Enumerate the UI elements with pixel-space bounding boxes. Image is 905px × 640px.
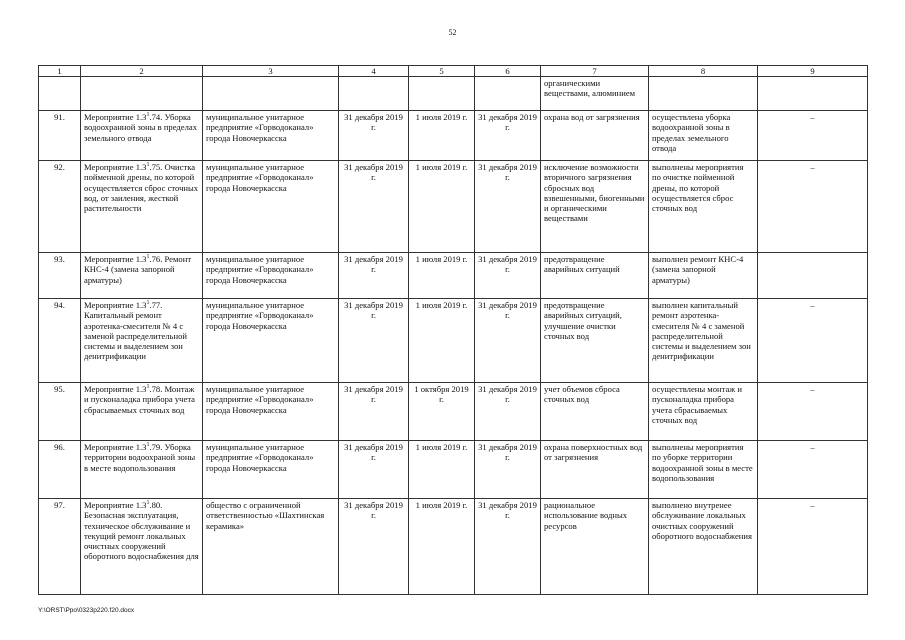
cell-deadline: 31 декабря 2019 г.	[339, 161, 409, 253]
table-row	[39, 299, 868, 383]
cell-note: –	[758, 499, 868, 595]
cell-executor: муниципальное унитарное предприятие «Горводоканал» города Новочеркасска	[203, 299, 339, 383]
cell-note: –	[758, 383, 868, 441]
header-cell: 2	[81, 66, 203, 77]
cell-end-date: 31 декабря 2019 г.	[475, 161, 541, 253]
measure-code: .78.	[149, 384, 163, 395]
header-cell: 8	[649, 66, 758, 77]
table-row	[39, 441, 868, 499]
measure-prefix: Мероприятие 1.3	[84, 162, 147, 173]
cell-deadline: 31 декабря 2019 г.	[339, 111, 409, 161]
cell-empty	[81, 77, 203, 111]
cell-deadline: 31 декабря 2019 г.	[339, 253, 409, 299]
measure-superscript: 1	[146, 254, 150, 261]
cell-note: –	[758, 161, 868, 253]
cell-measure	[81, 499, 203, 595]
measure-superscript: 1	[146, 442, 150, 449]
measure-superscript: 1	[146, 384, 150, 391]
cell-executor: муниципальное унитарное предприятие «Горводоканал» города Новочеркасска	[203, 253, 339, 299]
table-row	[39, 161, 868, 253]
measure-code: .79.	[149, 442, 163, 453]
measure-prefix: Мероприятие 1.3	[84, 254, 147, 265]
header-cell: 9	[758, 66, 868, 77]
cell-executor: муниципальное унитарное предприятие «Горводоканал» города Новочеркасска	[203, 383, 339, 441]
header-cell: 6	[475, 66, 541, 77]
cell-number: 92.	[39, 161, 81, 253]
cell-start-date: 1 октября 2019 г.	[409, 383, 475, 441]
cell-result: охрана вод от загрязнения	[541, 111, 649, 161]
cell-deadline: 31 декабря 2019 г.	[339, 499, 409, 595]
measure-text: Монтаж и пусконаладка прибора учета сбрасываемых сточных вод	[84, 384, 195, 415]
cell-number: 95.	[39, 383, 81, 441]
cell-executor: муниципальное унитарное предприятие «Горводоканал» города Новочеркасска	[203, 161, 339, 253]
cell-empty	[758, 77, 868, 111]
cell-executor: муниципальное унитарное предприятие «Горводоканал» города Новочеркасска	[203, 111, 339, 161]
cell-result: исключение возможности вторичного загрязнения сбросных вод взвешенными, биогенными и органическими веществами	[541, 161, 649, 253]
measure-text: Уборка водоохранной зоны в пределах земельного отвода	[84, 112, 198, 143]
cell-measure	[81, 253, 203, 299]
cell-deadline: 31 декабря 2019 г.	[339, 441, 409, 499]
cell-start-date: 1 июля 2019 г.	[409, 161, 475, 253]
measure-superscript: 1	[146, 112, 150, 119]
cell-end-date: 31 декабря 2019 г.	[475, 499, 541, 595]
cell-number: 97.	[39, 499, 81, 595]
cell-status: осуществлены монтаж и пусконаладка прибора учета сбрасываемых сточных вод	[649, 383, 758, 441]
cell-status: выполнен ремонт КНС-4 (замена запорной арматуры)	[649, 253, 758, 299]
header-cell: 7	[541, 66, 649, 77]
measure-text: Ремонт КНС-4 (замена запорной арматуры)	[84, 254, 192, 285]
header-row	[39, 66, 868, 77]
cell-result: охрана поверхностных вод от загрязнения	[541, 441, 649, 499]
measure-text: Уборка территории водоохраной зоны в месте водопользования	[84, 442, 196, 473]
cell-status: выполнены мероприятия по очистке пойменной дрены, по которой осуществляется сброс сточных вод	[649, 161, 758, 253]
measure-code: .77.	[149, 300, 163, 311]
measure-code: .74.	[149, 112, 163, 123]
continuation-row	[39, 77, 868, 111]
cell-empty	[409, 77, 475, 111]
cell-deadline: 31 декабря 2019 г.	[339, 299, 409, 383]
cell-empty	[649, 77, 758, 111]
header-cell: 5	[409, 66, 475, 77]
header-cell: 4	[339, 66, 409, 77]
measure-prefix: Мероприятие 1.3	[84, 500, 147, 511]
cell-end-date: 31 декабря 2019 г.	[475, 253, 541, 299]
cell-result: рациональное использование водных ресурсов	[541, 499, 649, 595]
cell-result: органическими веществами, алюминием	[541, 77, 649, 111]
cell-empty	[39, 77, 81, 111]
page-number: 52	[448, 28, 457, 37]
measure-code: .75.	[149, 162, 163, 173]
measure-text: Очистка пойменной дрены, по которой осуществляется сброс сточных вод, от заиления, жесткой растительности	[84, 162, 199, 214]
cell-end-date: 31 декабря 2019 г.	[475, 111, 541, 161]
cell-end-date: 31 декабря 2019 г.	[475, 299, 541, 383]
cell-result: предотвращение аварийных ситуаций, улучшение очистки сточных вод	[541, 299, 649, 383]
cell-note: –	[758, 111, 868, 161]
header-cell: 3	[203, 66, 339, 77]
measure-prefix: Мероприятие 1.3	[84, 300, 147, 311]
cell-measure	[81, 299, 203, 383]
cell-status: выполнены мероприятия по уборке территории водоохранной зоны в месте водопользования	[649, 441, 758, 499]
cell-executor: общество с ограниченной ответственностью «Шахтинская керамика»	[203, 499, 339, 595]
cell-result: предотвращение аварийных ситуаций	[541, 253, 649, 299]
cell-end-date: 31 декабря 2019 г.	[475, 383, 541, 441]
cell-start-date: 1 июля 2019 г.	[409, 111, 475, 161]
cell-note	[758, 253, 868, 299]
cell-number: 93.	[39, 253, 81, 299]
measure-superscript: 1	[146, 500, 150, 507]
measures-table	[38, 65, 868, 595]
cell-measure	[81, 383, 203, 441]
cell-start-date: 1 июля 2019 г.	[409, 253, 475, 299]
table-row	[39, 499, 868, 595]
cell-number: 94.	[39, 299, 81, 383]
cell-empty	[203, 77, 339, 111]
file-path-footer: Y:\ORST\Ppo\0323p220.f20.docx	[38, 607, 135, 614]
measure-prefix: Мероприятие 1.3	[84, 112, 147, 123]
cell-number: 91.	[39, 111, 81, 161]
cell-measure	[81, 161, 203, 253]
cell-start-date: 1 июля 2019 г.	[409, 299, 475, 383]
cell-result: учет объемов сброса сточных вод	[541, 383, 649, 441]
measure-superscript: 1	[146, 300, 150, 307]
cell-note: –	[758, 299, 868, 383]
measure-code: .80.	[149, 500, 163, 511]
measure-text: Капитальный ремонт аэротенка-смесителя № 4 с заменой распределительной системы и выделением зон денитрификации	[84, 310, 187, 362]
table-row	[39, 253, 868, 299]
measure-code: .76.	[149, 254, 163, 265]
cell-note: –	[758, 441, 868, 499]
cell-executor: муниципальное унитарное предприятие «Горводоканал» города Новочеркасска	[203, 441, 339, 499]
cell-number: 96.	[39, 441, 81, 499]
cell-end-date: 31 декабря 2019 г.	[475, 441, 541, 499]
table-row	[39, 111, 868, 161]
table-row	[39, 383, 868, 441]
cell-empty	[339, 77, 409, 111]
measure-superscript: 1	[146, 162, 150, 169]
header-cell: 1	[39, 66, 81, 77]
measure-prefix: Мероприятие 1.3	[84, 442, 147, 453]
cell-measure	[81, 441, 203, 499]
cell-empty	[475, 77, 541, 111]
cell-measure	[81, 111, 203, 161]
cell-status: выполнен капитальный ремонт аэротенка-смесителя № 4 с заменой распределительной системы и выделением зон денитрификации	[649, 299, 758, 383]
measure-text: Безопасная эксплуатация, техническое обслуживание и текущий ремонт локальных очистных сооружений оборотного водоснабжения для	[84, 510, 199, 562]
cell-deadline: 31 декабря 2019 г.	[339, 383, 409, 441]
measure-prefix: Мероприятие 1.3	[84, 384, 147, 395]
cell-status: выполнено внутренее обслуживание локальных очистных сооружений оборотного водоснабжения	[649, 499, 758, 595]
cell-start-date: 1 июля 2019 г.	[409, 441, 475, 499]
cell-start-date: 1 июля 2019 г.	[409, 499, 475, 595]
cell-status: осуществлена уборка водоохранной зоны в пределах земельного отвода	[649, 111, 758, 161]
